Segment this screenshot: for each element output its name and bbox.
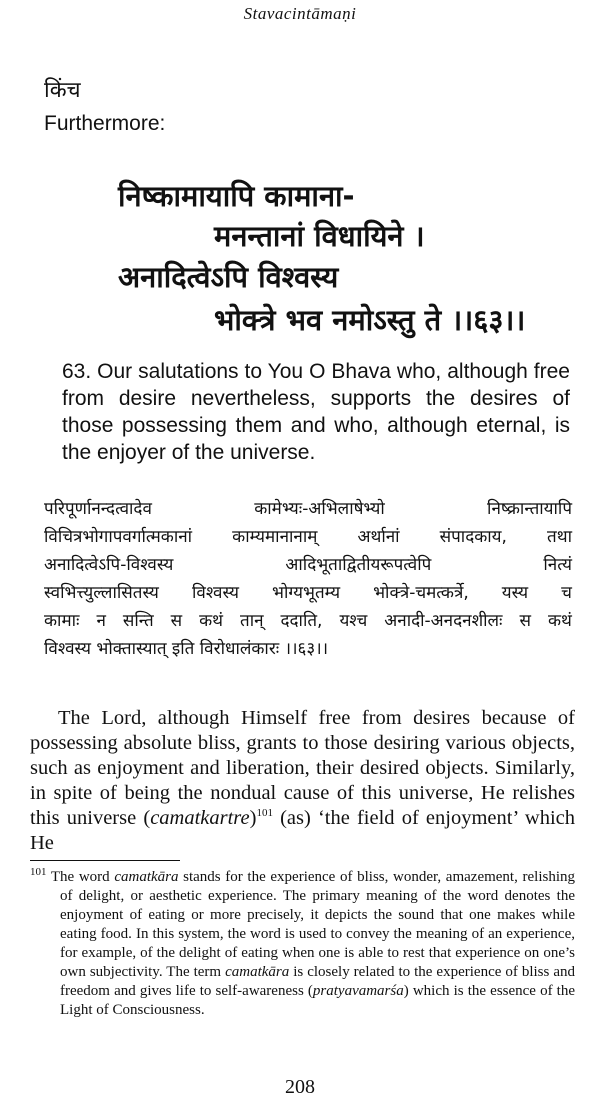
commentary-word: कथं	[547, 611, 572, 631]
commentary-word: निष्क्रान्तायापि	[487, 499, 572, 519]
commentary-word: विश्वस्य	[191, 583, 239, 603]
sanskrit-commentary	[44, 495, 572, 663]
footnote-text: ) which is the essence of the Light of Consciousness.	[60, 983, 576, 1018]
footnote-number: 101	[30, 866, 47, 878]
commentary-word: विचित्रभोगापवर्गात्मकानां	[44, 527, 193, 547]
footnote-term: camatkāra	[114, 869, 179, 885]
commentary-word: भोक्त्रे-चमत्कर्त्रे,	[373, 583, 469, 603]
commentary-line-1	[44, 495, 572, 523]
footnote-text: stands for the experience of bliss, wonder, amazement, relishing of delight, or aesthetic experience. The primary meaning of the word denotes the enjoyment of eating or more precisely, it depicts the sound that one makes while eating food. In this system, the word is used to convey the meaning of an experience, for example, of the delight of eating when one is able to rest that experience on one’s own subjectivity. The term	[60, 869, 575, 980]
commentary-word: कामेभ्यः-अभिलाषेभ्यो	[254, 499, 385, 519]
commentary-line-5	[44, 607, 572, 635]
commentary-word: कथं	[199, 611, 224, 631]
commentary-word: अनादित्वेऽपि-विश्वस्य	[44, 555, 174, 575]
footnote-term: camatkāra	[225, 964, 290, 980]
verse-line-4: भोक्त्रे भव नमोऽस्तु ते ।।६३।।	[214, 303, 526, 337]
commentary-word: काम्यमानानाम्	[232, 527, 318, 547]
english-text: The Lord, although Himself free from desires because of possessing absolute bliss, grants to those desiring various objects, such as enjoyment and liberation, their desired objects. Similarly, in spite of being the nondual cause of this universe, He relishes this universe (	[30, 707, 575, 829]
commentary-word: भोग्यभूतम्य	[272, 583, 341, 603]
footnote-body	[30, 868, 575, 1020]
commentary-word: तान्	[240, 611, 264, 631]
commentary-word: आदिभूताद्वितीयरूपत्वेपि	[285, 555, 432, 575]
running-head: Stavacintāmaṇi	[243, 4, 357, 23]
page-number: 208	[285, 1076, 315, 1098]
commentary-word: संपादकाय,	[439, 527, 507, 547]
commentary-word: च	[561, 583, 572, 603]
footnote-text: is closely related to the experience of bliss and freedom and gives life to self-awareness (	[60, 964, 575, 999]
intro-sanskrit: किंच	[44, 78, 81, 103]
commentary-word: अनादी-अनदनशीलः	[384, 611, 503, 631]
verse-line-1: निष्कामायापि कामाना-	[118, 179, 355, 213]
commentary-word: ददाति,	[280, 611, 323, 631]
english-tail: (as) ‘the field of enjoyment’ which He	[30, 807, 575, 854]
commentary-word: अर्थानां	[357, 527, 400, 547]
commentary-word: परिपूर्णानन्दत्वादेव	[44, 499, 152, 519]
commentary-word: न	[96, 611, 106, 631]
verse-line-3: अनादित्वेऽपि विश्वस्य	[118, 260, 339, 294]
footnote-text: The word	[46, 869, 115, 885]
english-italic-term: camatkartre	[150, 807, 250, 829]
verse-line-2: मनन्तानां विधायिने ।	[214, 219, 425, 253]
commentary-word: नित्यं	[543, 555, 572, 575]
commentary-word: स्वभित्त्युल्लासितस्य	[44, 583, 159, 603]
commentary-word: यस्य	[501, 583, 529, 603]
commentary-line-3	[44, 551, 572, 579]
commentary-word: यश्च	[339, 611, 368, 631]
footnote-rule	[30, 860, 180, 861]
verse-translation: 63. Our salutations to You O Bhava who, although free from desire nevertheless, supports the desires of those possessing them and who, although eternal, is the enjoyer of the universe.	[62, 360, 570, 464]
commentary-word: स	[170, 611, 183, 631]
footnote	[30, 868, 575, 1020]
commentary-word: तथा	[547, 527, 572, 547]
footnote-term: pratyavamarśa	[312, 983, 404, 999]
commentary-word: स	[519, 611, 531, 631]
commentary-line-6: विश्वस्य भोक्तास्यात् इति विरोधालंकारः ।।६३।।	[44, 639, 329, 659]
intro-english: Furthermore:	[44, 112, 166, 135]
footnote-reference: 101	[256, 807, 273, 820]
english-commentary: The Lord, although Himself free from desires because of possessing absolute bliss, grants to those desiring various objects, such as enjoyment and liberation, their desired objects. Similarly, in spite of being the nondual cause of this universe, He relishes this universe (camatkartre)$^{101}$ (as) ‘the field of enjoyment’ which He	[30, 707, 575, 854]
commentary-line-2	[44, 523, 572, 551]
commentary-word: कामाः	[44, 611, 80, 631]
commentary-word: सन्ति	[122, 611, 154, 631]
commentary-line-4	[44, 579, 572, 607]
